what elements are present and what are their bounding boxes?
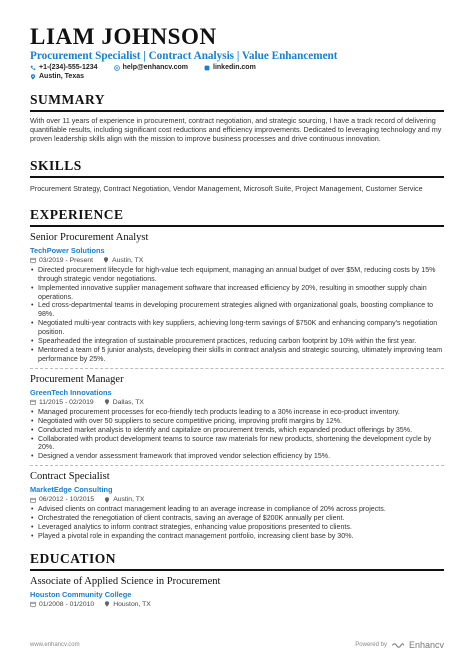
- contact-row: [30, 64, 444, 71]
- job-location: [103, 257, 143, 264]
- job-dates: [30, 496, 94, 503]
- calendar-icon: [30, 601, 36, 607]
- job-dates-text: 03/2019 - Present: [39, 256, 94, 264]
- location-row: [30, 73, 444, 80]
- bullet-item: • Orchestrated the renegotiation of client contracts, saving an average of $200K annually per client.: [30, 514, 444, 523]
- job-dates: [30, 399, 94, 406]
- education-heading: EDUCATION: [30, 551, 444, 571]
- location-text: Austin, Texas: [39, 73, 84, 80]
- job-entry: [30, 374, 444, 466]
- job-location: [104, 496, 144, 503]
- at-icon: [114, 65, 120, 71]
- bullet-item: • Implemented innovative supplier management software that increased efficiency by 20%, resulting in smoother supply chain operations.: [30, 284, 444, 302]
- job-dates: [30, 257, 93, 264]
- bullet-item: • Negotiated multi-year contracts with key suppliers, achieving long-term savings of $750K and enhancing company's negotiation position.: [30, 319, 444, 337]
- calendar-icon: [30, 497, 36, 503]
- bullet-item: • Negotiated with over 50 suppliers to secure competitive pricing, improving profit margins by 12%.: [30, 417, 444, 426]
- skills-heading: SKILLS: [30, 158, 444, 178]
- bullet-item: • Leveraged analytics to inform contract strategies, enhancing value propositions presented to clients.: [30, 523, 444, 532]
- summary-heading: SUMMARY: [30, 92, 444, 112]
- education-meta: [30, 601, 444, 608]
- phone-icon: [30, 65, 36, 71]
- summary-text: With over 11 years of experience in procurement, contract negotiation, and strategic sourcing, I have a track record of delivering quantifiable results, including significant cost reductions and efficiency improvements. Dedicated to leveraging technology and my proven leadership skills align with the mission to improve business processes and drive continuous innovation.: [30, 116, 442, 144]
- education-dates: [30, 601, 94, 608]
- bullet-item: • Directed procurement lifecycle for high-value tech equipment, managing an annual budget of over $5M, reducing costs by 15% through strategic vendor negotiations.: [30, 266, 444, 284]
- bullet-item: • Advised clients on contract management leading to an average increase in compliance of 20% across projects.: [30, 505, 444, 514]
- education-dates-text: 01/2008 - 01/2010: [39, 600, 95, 608]
- email-contact[interactable]: [114, 64, 188, 71]
- calendar-icon: [30, 257, 36, 263]
- job-dates-text: 06/2012 - 10/2015: [39, 496, 95, 504]
- bullet-item: • Led cross-departmental teams in developing procurement strategies aligned with organizational goals, boosting compliance to 98%.: [30, 301, 444, 319]
- powered-by: [355, 640, 444, 650]
- school-name: Houston Community College: [30, 589, 132, 599]
- bullet-item: • Mentored a team of 5 junior analysts, developing their skills in contract analysis and strategic sourcing, ultimately improving team performance by 25%.: [30, 346, 444, 364]
- location-pin-icon: [104, 399, 110, 405]
- resume-page: [30, 24, 444, 608]
- job-location-text: Dallas, TX: [112, 398, 144, 406]
- job-bullets: [30, 408, 444, 461]
- job-location: [104, 399, 144, 406]
- enhancv-logo-icon: [391, 642, 405, 649]
- education-entry: [30, 576, 444, 608]
- experience-list: [30, 232, 444, 541]
- job-meta: [30, 257, 444, 264]
- job-title: Procurement Manager: [30, 373, 124, 385]
- job-title: Senior Procurement Analyst: [30, 231, 149, 243]
- company-name: GreenTech Innovations: [30, 387, 112, 397]
- link-icon: [204, 65, 210, 71]
- location-pin-icon: [104, 497, 110, 503]
- location-pin-icon: [30, 74, 36, 80]
- email-text: help@enhancv.com: [122, 64, 189, 71]
- job-location-text: Austin, TX: [113, 496, 145, 504]
- footer-website[interactable]: www.enhancv.com: [30, 642, 80, 648]
- job-location-text: Austin, TX: [112, 256, 144, 264]
- bullet-item: • Spearheaded the integration of sustainable procurement practices, reducing carbon footprint by 10% within the first year.: [30, 337, 444, 346]
- bullet-item: • Conducted market analysis to identify and capitalize on procurement trends, which expanded product offerings by 35%.: [30, 426, 444, 435]
- job-bullets: [30, 266, 444, 364]
- education-location: [104, 601, 151, 608]
- footer: [30, 640, 444, 650]
- powered-by-label: Powered by: [355, 642, 387, 648]
- job-meta: [30, 399, 444, 406]
- job-divider: [30, 368, 444, 369]
- job-meta: [30, 496, 444, 503]
- brand-name: Enhancv: [408, 640, 444, 650]
- job-bullets: [30, 505, 444, 541]
- job-entry: [30, 471, 444, 541]
- bullet-item: • Collaborated with product development teams to source raw materials for new products, shortening the development cycle by 20%.: [30, 435, 444, 453]
- candidate-name: LIAM JOHNSON: [30, 24, 217, 49]
- location-pin-icon: [104, 601, 110, 607]
- job-entry: [30, 232, 444, 369]
- degree-title: Associate of Applied Science in Procurement: [30, 575, 221, 587]
- headline: Procurement Specialist | Contract Analysis | Value Enhancement: [30, 50, 338, 62]
- job-divider: [30, 465, 444, 466]
- location-pin-icon: [103, 257, 109, 263]
- skills-text: Procurement Strategy, Contract Negotiation, Vendor Management, Microsoft Suite, Project Management, Customer Service: [30, 183, 423, 193]
- bullet-item: • Managed procurement processes for eco-friendly tech products leading to a 30% increase in eco-product inventory.: [30, 408, 444, 417]
- bullet-item: • Designed a vendor assessment framework that improved vendor selection efficiency by 15%.: [30, 452, 444, 461]
- job-dates-text: 11/2015 - 02/2019: [39, 398, 94, 406]
- phone-contact[interactable]: [30, 64, 98, 71]
- job-title: Contract Specialist: [30, 471, 110, 483]
- bullet-item: • Played a pivotal role in expanding the contract management portfolio, increasing client base by 30%.: [30, 532, 444, 541]
- company-name: MarketEdge Consulting: [30, 485, 113, 495]
- linkedin-text: linkedin.com: [213, 64, 256, 71]
- calendar-icon: [30, 399, 36, 405]
- experience-heading: EXPERIENCE: [30, 207, 444, 227]
- linkedin-contact[interactable]: [204, 64, 256, 71]
- education-location-text: Houston, TX: [113, 600, 151, 608]
- company-name: TechPower Solutions: [30, 245, 105, 255]
- phone-text: +1-(234)-555-1234: [39, 64, 98, 71]
